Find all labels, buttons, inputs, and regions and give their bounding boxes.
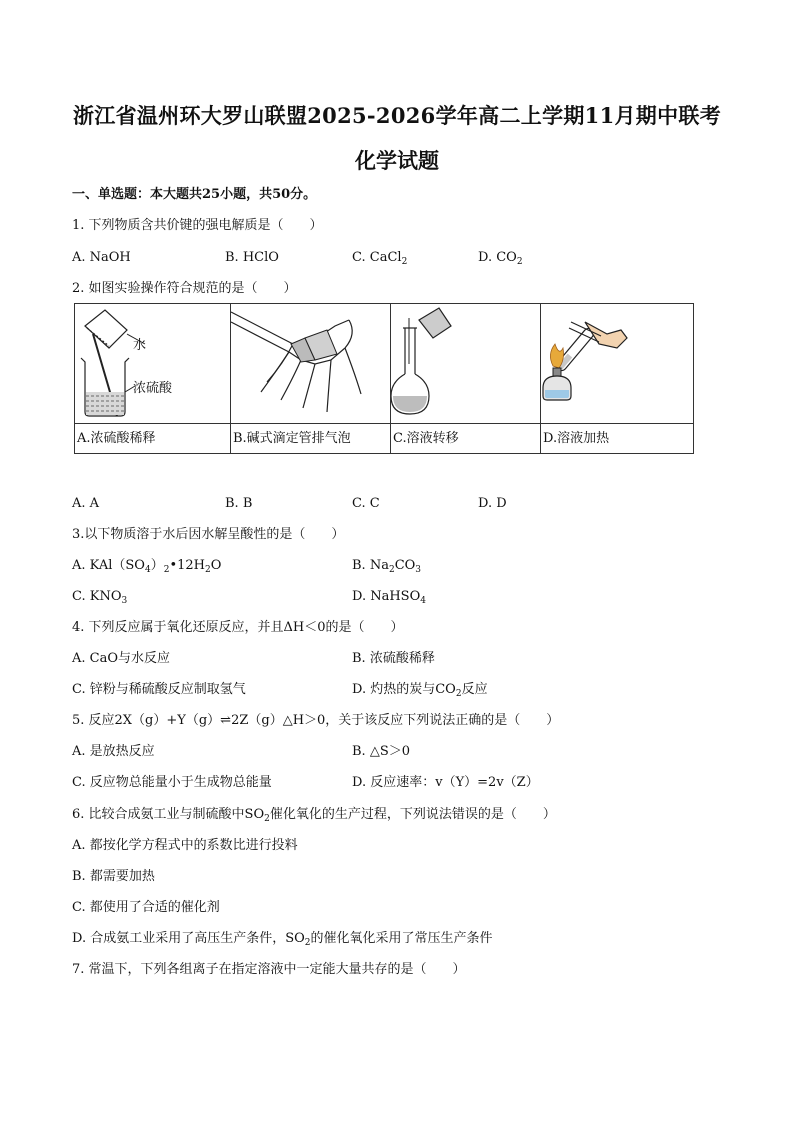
heating-illustration <box>541 304 693 423</box>
label-conc-acid: 浓硫酸 <box>133 381 173 396</box>
q3-stem: 3.以下物质溶于水后因水解呈酸性的是（ ） <box>72 527 345 542</box>
exam-subtitle: 化学试题 <box>355 148 439 173</box>
q6-option-a: A. 都按化学方程式中的系数比进行投料 <box>72 838 298 853</box>
q6-option-b: B. 都需要加热 <box>72 869 155 884</box>
q2-stem: 2. 如图实验操作符合规范的是（ ） <box>72 281 297 296</box>
section-heading: 一、单选题：本大题共25小题，共50分。 <box>72 187 317 202</box>
figure-cell-a <box>75 304 231 453</box>
q5-option-c: C. 反应物总能量小于生成物总能量 <box>72 775 272 790</box>
q1-option-b: B. HClO <box>225 250 279 265</box>
q4-stem: 4. 下列反应属于氧化还原反应，并且ΔH＜0的是（ ） <box>72 620 404 635</box>
burette-illustration <box>231 304 390 423</box>
figure-cell-b <box>231 304 391 453</box>
q2-option-b: B. B <box>225 496 253 511</box>
q5-option-d: D. 反应速率：v（Y）=2v（Z） <box>352 775 539 790</box>
q2-option-c: C. C <box>352 496 380 511</box>
q3-option-d: D. NaHSO$_4$ <box>352 589 426 606</box>
q5-option-b: B. △S＞0 <box>352 744 410 759</box>
label-water: 水 <box>133 338 147 353</box>
q4-option-b: B. 浓硫酸稀释 <box>352 651 435 666</box>
q6-option-c: C. 都使用了合适的催化剂 <box>72 900 220 915</box>
q4-option-a: A. CaO与水反应 <box>72 651 171 666</box>
caption-d: D.溶液加热 <box>541 423 693 454</box>
q4-option-d: D. 灼热的炭与$CO_2$反应 <box>352 682 488 699</box>
q1-stem: 1. 下列物质含共价键的强电解质是（ ） <box>72 218 323 233</box>
figure-cell-c <box>391 304 541 453</box>
q2-option-d: D. D <box>478 496 507 511</box>
dilution-illustration <box>75 304 230 423</box>
q4-option-c: C. 锌粉与稀硫酸反应制取氢气 <box>72 682 246 697</box>
q1-option-a: A. NaOH <box>72 250 131 265</box>
caption-a: A.浓硫酸稀释 <box>75 423 230 454</box>
q6-stem: 6. 比较合成氨工业与制硫酸中$SO_2$催化氧化的生产过程，下列说法错误的是（ ） <box>72 807 556 824</box>
experiment-figure-table <box>74 303 694 454</box>
q1-option-d: D. $CO_2$ <box>478 250 523 267</box>
transfer-illustration <box>391 304 540 423</box>
q3-option-b: B. $Na_2CO_3$ <box>352 558 422 575</box>
caption-b: B.碱式滴定管排气泡 <box>231 423 390 454</box>
q3-option-c: C. $KNO_3$ <box>72 589 128 606</box>
q6-option-d: D. 合成氨工业采用了高压生产条件，$SO_2$的催化氧化采用了常压生产条件 <box>72 931 493 948</box>
exam-title: 浙江省温州环大罗山联盟2025-2026学年高二上学期11月期中联考 <box>72 103 722 128</box>
caption-c: C.溶液转移 <box>391 423 540 454</box>
q5-option-a: A. 是放热反应 <box>72 744 155 759</box>
figure-cell-d <box>541 304 693 453</box>
q1-option-c: C. CaCl$_2$ <box>352 250 408 267</box>
q7-stem: 7. 常温下，下列各组离子在指定溶液中一定能大量共存的是（ ） <box>72 962 466 977</box>
q2-option-a: A. A <box>72 496 100 511</box>
q5-stem: 5. 反应2X（g）+Y（g）⇌2Z（g）△H＞0，关于该反应下列说法正确的是（ ） <box>72 713 560 728</box>
q3-option-a: A. $KAl(SO_4)_2•12H_2O$ <box>72 558 222 575</box>
